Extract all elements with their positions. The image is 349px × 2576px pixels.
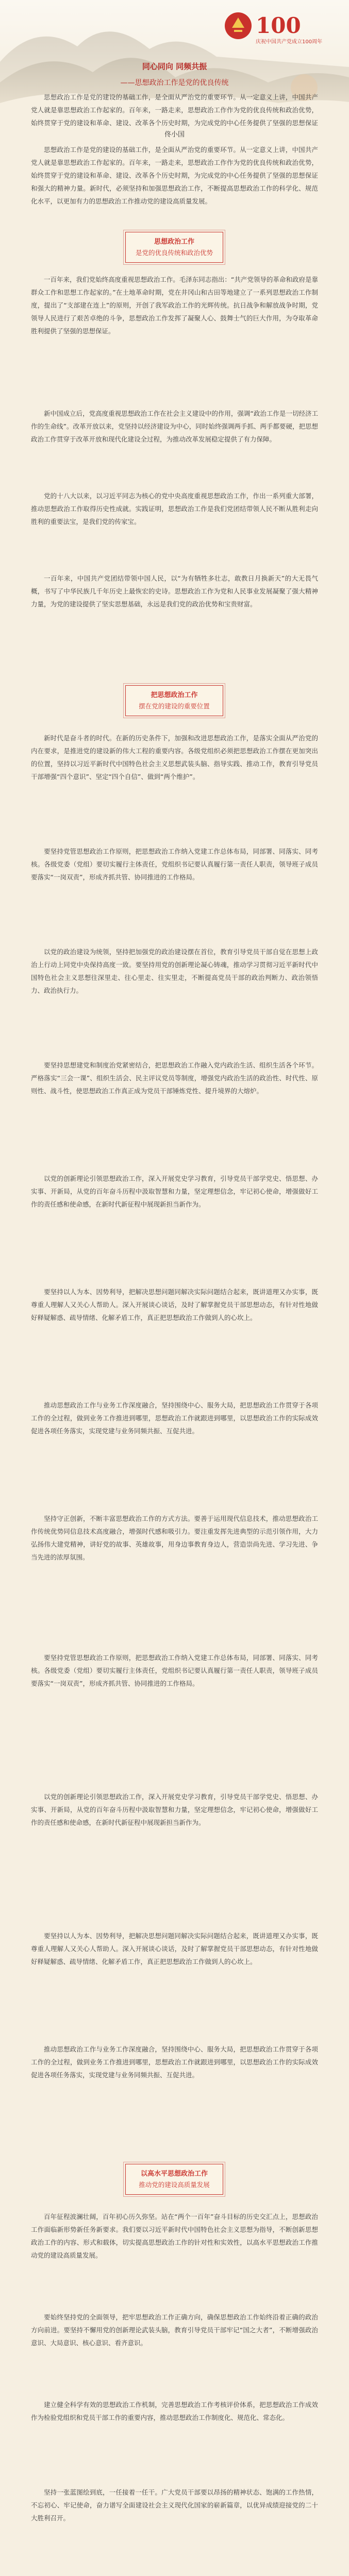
paragraph: 党的十八大以来，以习近平同志为核心的党中央高度重视思想政治工作，作出一系列重大部署，推动思想政治工作取得历史性成就。实践证明，思想政治工作是我们党团结带领人民不断从胜利走向胜利的重要法宝，是我们党的传家宝。 [31, 492, 318, 526]
paragraph: 要坚持以人为本、因势利导，把解决思想问题同解决实际问题结合起来，既讲道理又办实事，既尊重人理解人又关心人帮助人。深入开展谈心谈话，及时了解掌握党员干部思想动态，有针对性地做好释疑解惑、疏导情绪、化解矛盾工作，真正把思想政治工作做到人的心坎上。 [31, 1288, 318, 1321]
paragraph: 推动思想政治工作与业务工作深度融合，坚持围绕中心、服务大局，把思想政治工作贯穿于各项工作的全过程，做到业务工作推进到哪里，思想政治工作就跟进到哪里，以思想政治工作的实际成效促进各项任务落实，实现党建与业务同频共振、互促共进。 [31, 2045, 318, 2079]
section-heading-2 [125, 685, 223, 716]
paragraph: 要坚持思想建党和制度治党紧密结合，把思想政治工作融入党内政治生活、组织生活各个环节。严格落实“三会一课”、组织生活会、民主评议党员等制度，增强党内政治生活的政治性、时代性、原则性、战斗性，使思想政治工作真正成为党员干部锤炼党性、提升境界的大熔炉。 [31, 1061, 318, 1095]
paragraph: 新中国成立后，党高度重视思想政治工作在社会主义建设中的作用，强调“政治工作是一切经济工作的生命线”。改革开放以来，党坚持以经济建设为中心，同时始终强调两手抓、两手都要硬，把思想政治工作贯穿于改革开放和现代化建设全过程，为推动改革发展稳定提供了有力保障。 [31, 410, 318, 443]
paragraph: 坚持守正创新，不断丰富思想政治工作的方式方法。要善于运用现代信息技术，推动思想政治工作传统优势同信息技术高度融合，增强时代感和吸引力。要注重发挥先进典型的示范引领作用，大力弘扬伟大建党精神，讲好党的故事、英雄故事，用身边事教育身边人，营造崇尚先进、学习先进、争当先进的浓厚氛围。 [31, 1515, 318, 1561]
section-subtitle: 是党的优良传统和政治优势 [135, 249, 213, 257]
intro-paragraph: 思想政治工作是党的建设的基础工作，是全面从严治党的重要环节。从一定意义上讲，中国共产党人就是靠思想政治工作起家的。百年来，一路走来，思想政治工作作为党的优良传统和政治优势，始终贯穿于党的建设和革命、建设、改革各个历史时期，为完成党的中心任务提供了坚强的思想保证 [31, 93, 318, 127]
paragraph: 百年征程波澜壮阔，百年初心历久弥坚。站在“两个一百年”奋斗目标的历史交汇点上，思想政治工作面临新形势新任务新要求。我们要以习近平新时代中国特色社会主义思想为指导，不断创新思想政治工作的内容、形式和载体，切实提高思想政治工作的针对性和实效性，以高水平思想政治工作推动党的建设高质量发展。 [31, 2213, 318, 2259]
centenary-emblem [218, 5, 349, 52]
paragraph [31, 2573, 318, 2576]
paragraph: 要坚持党管思想政治工作原则，把思想政治工作纳入党建工作总体布局，同部署、同落实、同考核。各级党委（党组）要切实履行主体责任，党组织书记要认真履行第一责任人职责，领导班子成员要落实“一岗双责”，形成齐抓共管、协同推进的工作格局。 [31, 848, 318, 881]
paragraph: 要始终坚持党的全面领导，把牢思想政治工作正确方向，确保思想政治工作始终沿着正确的政治方向前进。要坚持不懈用党的创新理论武装头脑，教育引导党员干部牢记“国之大者”，不断增强政治意识、大局意识、核心意识、看齐意识。 [31, 2313, 318, 2347]
article-subtitle: ——思想政治工作是党的优良传统 [120, 79, 229, 87]
article-headline: 同心同向 同频共振 [142, 62, 207, 71]
author-name: 佟小国 [164, 131, 185, 139]
section-heading-1 [125, 232, 223, 263]
section-heading-3 [125, 2164, 223, 2195]
paragraph: 要坚持党管思想政治工作原则，把思想政治工作纳入党建工作总体布局，同部署、同落实、同考核。各级党委（党组）要切实履行主体责任，党组织书记要认真履行第一责任人职责，领导班子成员要落实“一岗双责”，形成齐抓共管、协同推进的工作格局。 [31, 1654, 318, 1687]
paragraph: 以党的创新理论引领思想政治工作，深入开展党史学习教育，引导党员干部学党史、悟思想、办实事、开新局，从党的百年奋斗历程中汲取智慧和力量，坚定理想信念，牢记初心使命，增强做好工作的责任感和使命感，在新时代新征程中展现新担当新作为。 [31, 1175, 318, 1208]
section-title: 思想政治工作 [154, 238, 194, 246]
paragraph: 推动思想政治工作与业务工作深度融合，坚持围绕中心、服务大局，把思想政治工作贯穿于各项工作的全过程，做到业务工作推进到哪里，思想政治工作就跟进到哪里，以思想政治工作的实际成效促进各项任务落实，实现党建与业务同频共振、互促共进。 [31, 1401, 318, 1435]
paragraph: 思想政治工作是党的建设的基础工作，是全面从严治党的重要环节。从一定意义上讲，中国共产党人就是靠思想政治工作起家的。百年来，一路走来，思想政治工作作为党的优良传统和政治优势，始终贯穿于党的建设和革命、建设、改革各个历史时期，为完成党的中心任务提供了坚强的思想保证和强大的精神力量。新时代，必须坚持和加强思想政治工作，不断提高思想政治工作的科学化、规范化水平，以更加有力的思想政治工作推动党的建设高质量发展。 [31, 146, 318, 205]
paragraph: 以党的创新理论引领思想政治工作，深入开展党史学习教育，引导党员干部学党史、悟思想、办实事、开新局，从党的百年奋斗历程中汲取智慧和力量，坚定理想信念，牢记初心使命，增强做好工作的责任感和使命感，在新时代新征程中展现新担当新作为。 [31, 1793, 318, 1826]
paragraph: 以党的政治建设为统领，坚持把加强党的政治建设摆在首位，教育引导党员干部自觉在思想上政治上行动上同党中央保持高度一致。要坚持用党的创新理论凝心铸魂，推动学习贯彻习近平新时代中国特色社会主义思想往深里走、往心里走、往实里走，不断提高党员干部的政治判断力、政治领悟力、政治执行力。 [31, 948, 318, 994]
section-title: 把思想政治工作 [151, 691, 198, 699]
paragraph: 要坚持以人为本、因势利导，把解决思想问题同解决实际问题结合起来，既讲道理又办实事，既尊重人理解人又关心人帮助人。深入开展谈心谈话，及时了解掌握党员干部思想动态，有针对性地做好释疑解惑、疏导情绪、化解矛盾工作，真正把思想政治工作做到人的心坎上。 [31, 1932, 318, 1965]
section-title: 以高水平思想政治工作 [140, 2170, 208, 2178]
emblem-number: 100 [256, 13, 301, 38]
emblem-caption: 庆祝中国共产党成立100周年 [256, 39, 323, 45]
paragraph: 一百年来，中国共产党团结带领中国人民，以“为有牺牲多壮志，敢教日月换新天”的大无畏气概，书写了中华民族几千年历史上最恢宏的史诗。思想政治工作为党和人民事业发展凝聚了强大精神力量，为党的建设提供了坚实思想基础，永远是我们党的政治优势和宝贵财富。 [31, 574, 318, 608]
section-subtitle: 摆在党的建设的重要位置 [139, 702, 210, 710]
paragraph: 坚持一张蓝图绘到底，一任接着一任干。广大党员干部要以昂扬的精神状态、饱满的工作热情，不忘初心、牢记使命，奋力谱写全面建设社会主义现代化国家的崭新篇章，以优异成绩迎接党的二十大胜利召开。 [31, 2488, 318, 2522]
paragraph: 新时代是奋斗者的时代。在新的历史条件下，加强和改进思想政治工作，是落实全面从严治党的内在要求，是推进党的建设新的伟大工程的重要内容。各级党组织必须把思想政治工作摆在更加突出的位置，坚持以习近平新时代中国特色社会主义思想武装头脑、指导实践、推动工作，教育引导党员干部增强“四个意识”、坚定“四个自信”、做到“两个维护”。 [31, 734, 318, 781]
section-subtitle: 推动党的建设高质量发展 [139, 2181, 210, 2189]
paragraph: 建立健全科学有效的思想政治工作机制，完善思想政治工作考核评价体系，把思想政治工作成效作为检验党组织和党员干部工作的重要内容，推动思想政治工作制度化、规范化、常态化。 [31, 2401, 318, 2421]
paragraph: 一百年来，我们党始终高度重视思想政治工作。毛泽东同志指出：“共产党领导的革命和政府是靠群众工作和思想工作起家的。”在土地革命时期，党在井冈山和古田等地建立了一系列思想政治工作制度，提出了“支部建在连上”的原则，开创了我军政治工作的光辉传统。抗日战争和解放战争时期，党领导人民进行了艰苦卓绝的斗争，思想政治工作发挥了凝聚人心、鼓舞士气的巨大作用，为夺取革命胜利提供了坚强的思想保证。 [31, 276, 318, 335]
